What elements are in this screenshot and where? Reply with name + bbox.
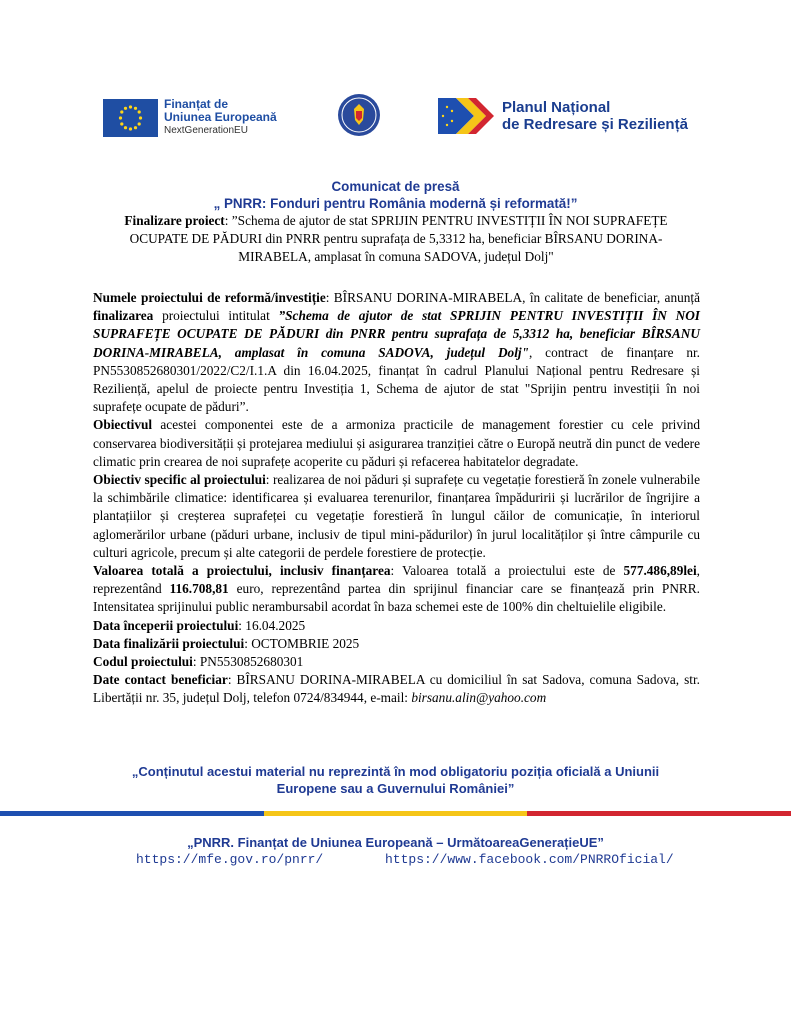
- contact-value: : BÎRSANU DORINA-MIRABELA cu domiciliul în sat Sadova, comuna Sadova, str. Libertății nr. 35, județul Dolj, telefon 0724/834944, e-mail:: [93, 672, 700, 706]
- finalizare-block: [96, 212, 696, 266]
- finalizare-text: : ”Schema de ajutor de stat SPRIJIN PENTRU INVESTIȚII ÎN NOI SUPRAFEȚE OCUPATE DE PĂDURI din PNRR pentru suprafața de 5,3312 ha, beneficiar BÎRSANU DORINA-MIRABELA, amplasat în comuna SADOVA, județul Dolj": [129, 213, 668, 264]
- contact-label: Date contact beneficiar: [93, 672, 228, 688]
- value-text-b: , reprezentând: [93, 563, 700, 597]
- eu-logo-line2: Uniunea Europeană: [164, 110, 277, 124]
- specific-objective-label: Obiectiv specific al proiectului: [93, 472, 266, 488]
- objective-label: Obiectivul: [93, 417, 153, 433]
- disclaimer: [0, 763, 791, 797]
- footer-slogan: „PNRR. Finanțat de Uniunea Europeană – UrmătoareaGenerațieUE”: [187, 835, 604, 850]
- specific-objective-paragraph: [93, 471, 700, 562]
- value-text-a: : Valoarea totală a proiectului este de: [390, 563, 624, 579]
- tricolor-divider: [0, 811, 791, 816]
- press-subtitle: „ PNRR: Fonduri pentru România modernă și reformată!”: [213, 196, 578, 211]
- project-code-value: : PN5530852680301: [192, 654, 304, 670]
- eu-logo: [103, 98, 277, 137]
- mfe-link[interactable]: https://mfe.gov.ro/pnrr/: [136, 852, 324, 867]
- press-heading: [0, 178, 791, 212]
- objective-paragraph: [93, 416, 700, 471]
- end-date-value: : OCTOMBRIE 2025: [244, 635, 360, 651]
- end-date-label: Data finalizării proiectului: [93, 635, 245, 651]
- eu-flag-icon: [103, 99, 158, 137]
- start-date-line: [93, 617, 700, 635]
- objective-text: acestei componentei este de a armoniza practicile de management forestier cu cele privind conservarea biodiversității și protejarea mediului și asigurarea tranziției către o Europă neutră din punct de vedere climatic prin crearea de noi suprafețe acoperite cu păduri și refacerea habitatelor degradate.: [93, 417, 700, 469]
- project-name-paragraph: [93, 289, 700, 416]
- start-date-label: Data începerii proiectului: [93, 617, 239, 633]
- finalizarea-word: finalizarea: [93, 308, 154, 324]
- project-intro-text: proiectului intitulat: [153, 308, 279, 324]
- project-title-italic: ”Schema de ajutor de stat SPRIJIN PENTRU INVESTIȚII ÎN NOI SUPRAFEȚE OCUPATE DE PĂDURI din PNRR pentru suprafața de 5,3312 ha, beneficiar BÎRSANU DORINA-MIRABELA, amplasat în comuna SADOVA, județul Dolj": [93, 308, 700, 360]
- project-name-label: Numele proiectului de reformă/investiție: [93, 290, 326, 305]
- pnrr-logo-line2: de Redresare și Reziliență: [502, 116, 688, 133]
- logo-header: [0, 92, 791, 152]
- value-text-c: euro, reprezentând partea din sprijinul financiar care se finanțează prin PNRR. Intensitatea sprijinului public nerambursabil acordat în baza schemei este de 100% din cheltuielile eligibile.: [93, 581, 700, 615]
- start-date-value: : 16.04.2025: [238, 617, 306, 633]
- project-body: [93, 289, 700, 708]
- facebook-link[interactable]: https://www.facebook.com/PNRROficial/: [385, 852, 674, 867]
- finalizare-label: Finalizare proiect: [124, 213, 225, 228]
- project-name-text: : BÎRSANU DORINA-MIRABELA, în calitate de beneficiar, anunță: [325, 290, 700, 305]
- project-code-label: Codul proiectului: [93, 654, 193, 670]
- total-value: 577.486,89lei: [623, 563, 697, 579]
- value-paragraph: [93, 562, 700, 617]
- project-code-line: [93, 653, 700, 671]
- pnrr-arrow-icon: [438, 98, 494, 134]
- disclaimer-line1: „Conținutul acestui material nu reprezintă în mod obligatoriu poziția oficială a Uniunii: [131, 764, 660, 779]
- eu-logo-line1: Finanțat de: [164, 97, 229, 111]
- eu-logo-line3: NextGenerationEU: [164, 125, 248, 136]
- financing-value: 116.708,81: [169, 581, 229, 597]
- disclaimer-line2: Europene sau a Guvernului României”: [276, 781, 515, 796]
- contact-email: birsanu.alin@yahoo.com: [411, 690, 547, 706]
- value-label: Valoarea totală a proiectului, inclusiv finanțarea: [93, 563, 391, 579]
- pnrr-logo-line1: Planul Național: [502, 99, 611, 116]
- contact-paragraph: [93, 671, 700, 707]
- contract-text: , contract de finanțare nr. PN5530852680301/2022/C2/I.1.A din 16.04.2025, finanțat în cadrul Planului Național pentru Redresare și Reziliență, apelul de proiecte pentru Investiția 1, Schema de ajutor de stat "Sprijin pentru investiții în noi suprafețe ocupate de păduri”.: [93, 344, 701, 415]
- pnrr-logo: [438, 98, 688, 134]
- press-title: Comunicat de presă: [331, 179, 460, 194]
- specific-objective-text: : realizarea de noi păduri și suprafețe cu vegetație forestieră în zonele vulnerabile la schimbările climatice: identificarea și evaluarea terenurilor, finanțarea împăduririi și lucrărilor de îngrijire a plantațiilor și creșterea suprafeței cu vegetație forestieră în lungul căilor de comunicație, în interiorul aglomerărilor urbane (păduri urbane, inclusiv de tipul mini-pădurilor) în jurul localităților și între câmpurile cu culturi agricole, precum și alte categorii de perdele forestiere de protecție.: [93, 472, 700, 560]
- government-seal-icon: [336, 92, 382, 138]
- end-date-line: [93, 635, 700, 653]
